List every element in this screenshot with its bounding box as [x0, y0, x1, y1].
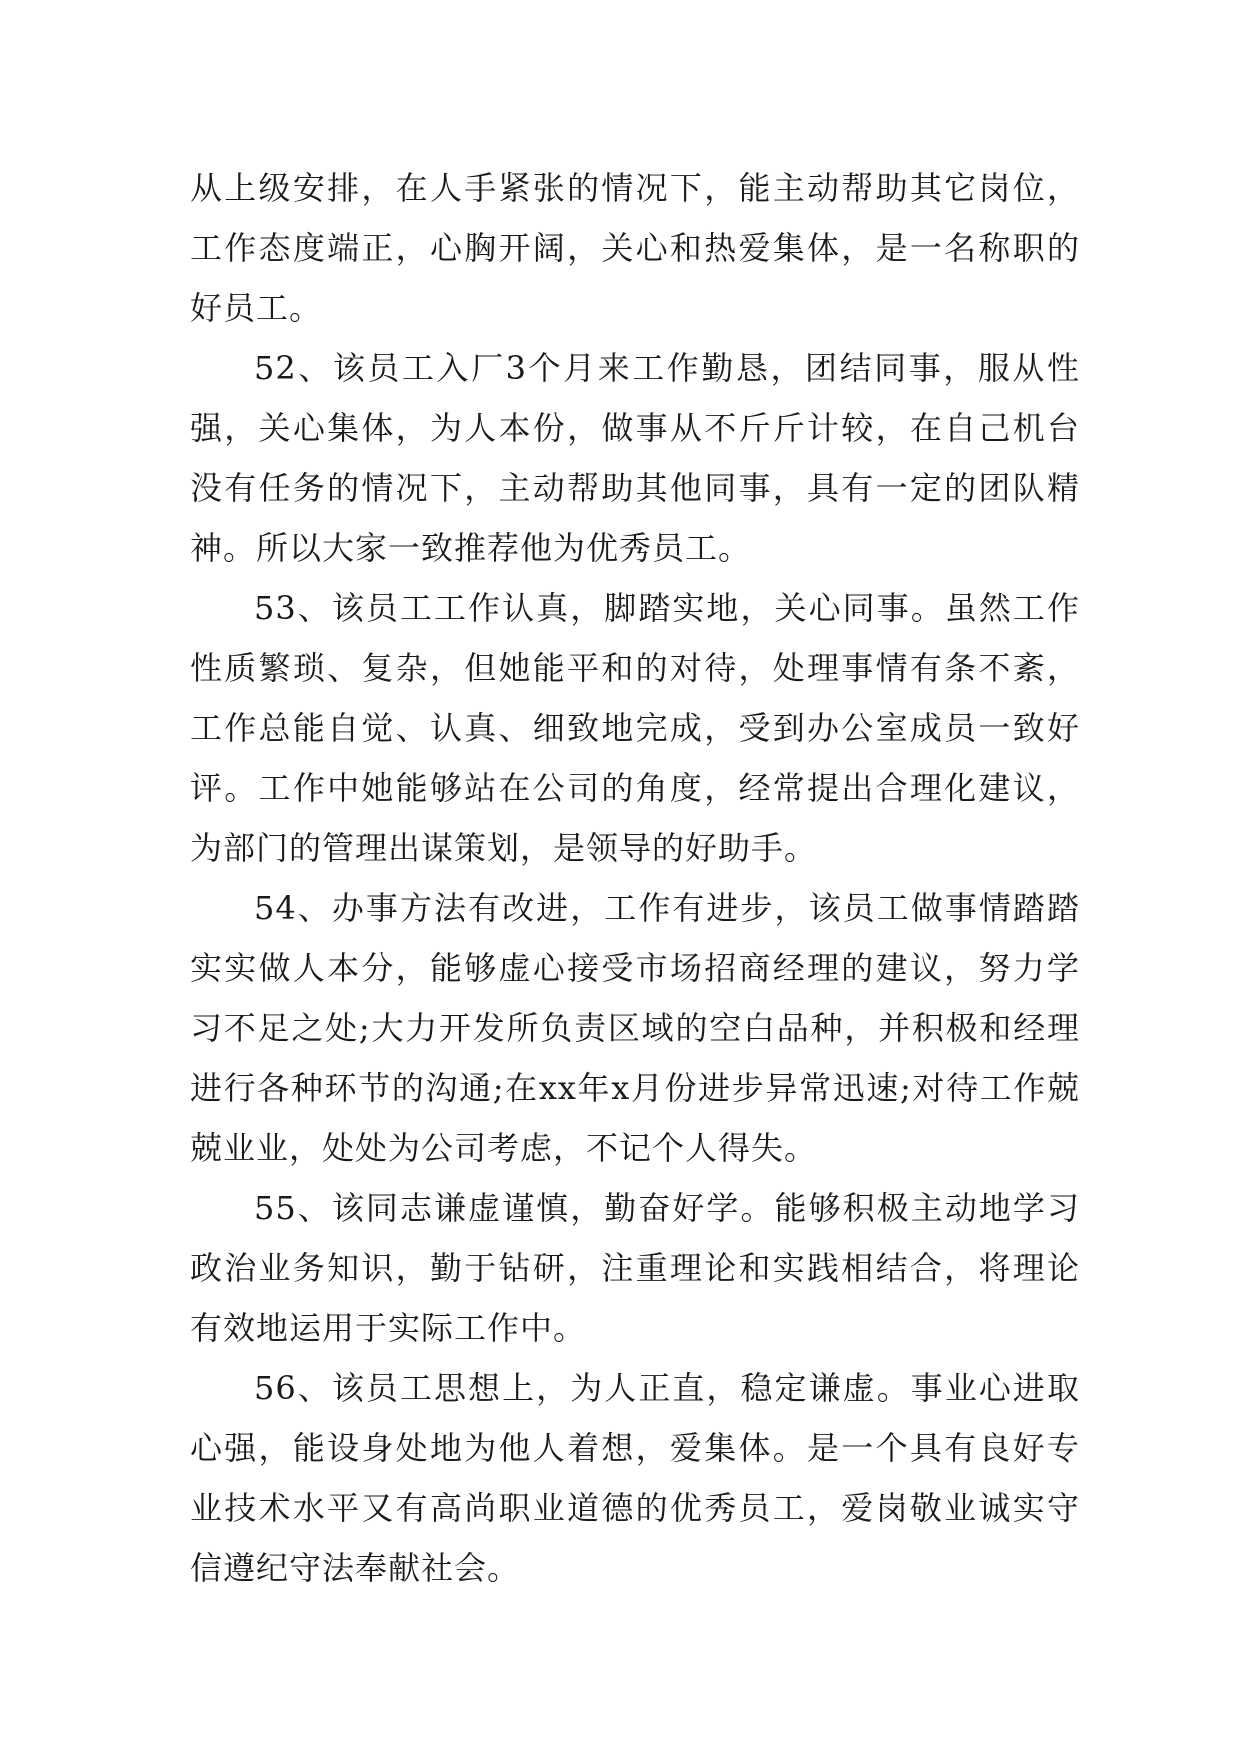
paragraph-56: 56、该员工思想上，为人正直，稳定谦虚。事业心进取心强，能设身处地为他人着想，爱集体。是一个具有良好专业技术水平又有高尚职业道德的优秀员工，爱岗敬业诚实守信遵纪守法奉献社会。 — [190, 1369, 1080, 1587]
paragraph-53: 53、该员工工作认真，脚踏实地，关心同事。虽然工作性质繁琐、复杂，但她能平和的对待，处理事情有条不紊，工作总能自觉、认真、细致地完成，受到办公室成员一致好评。工作中她能够站在公司的角度，经常提出合理化建议，为部门的管理出谋策划，是领导的好助手。 — [190, 589, 1080, 867]
document-body — [190, 158, 1080, 1598]
paragraph-continuation: 从上级安排，在人手紧张的情况下，能主动帮助其它岗位，工作态度端正，心胸开阔，关心和热爱集体，是一名称职的好员工。 — [190, 169, 1080, 327]
paragraph-52: 52、该员工入厂3个月来工作勤恳，团结同事，服从性强，关心集体，为人本份，做事从不斤斤计较，在自己机台没有任务的情况下，主动帮助其他同事，具有一定的团队精神。所以大家一致推荐他为优秀员工。 — [190, 349, 1080, 567]
paragraph-55: 55、该同志谦虚谨慎，勤奋好学。能够积极主动地学习政治业务知识，勤于钻研，注重理论和实践相结合，将理论有效地运用于实际工作中。 — [190, 1189, 1080, 1347]
paragraph-54: 54、办事方法有改进，工作有进步，该员工做事情踏踏实实做人本分，能够虚心接受市场招商经理的建议，努力学习不足之处;大力开发所负责区域的空白品种，并积极和经理进行各种环节的沟通;在xx年x月份进步异常迅速;对待工作兢兢业业，处处为公司考虑，不记个人得失。 — [190, 889, 1080, 1167]
